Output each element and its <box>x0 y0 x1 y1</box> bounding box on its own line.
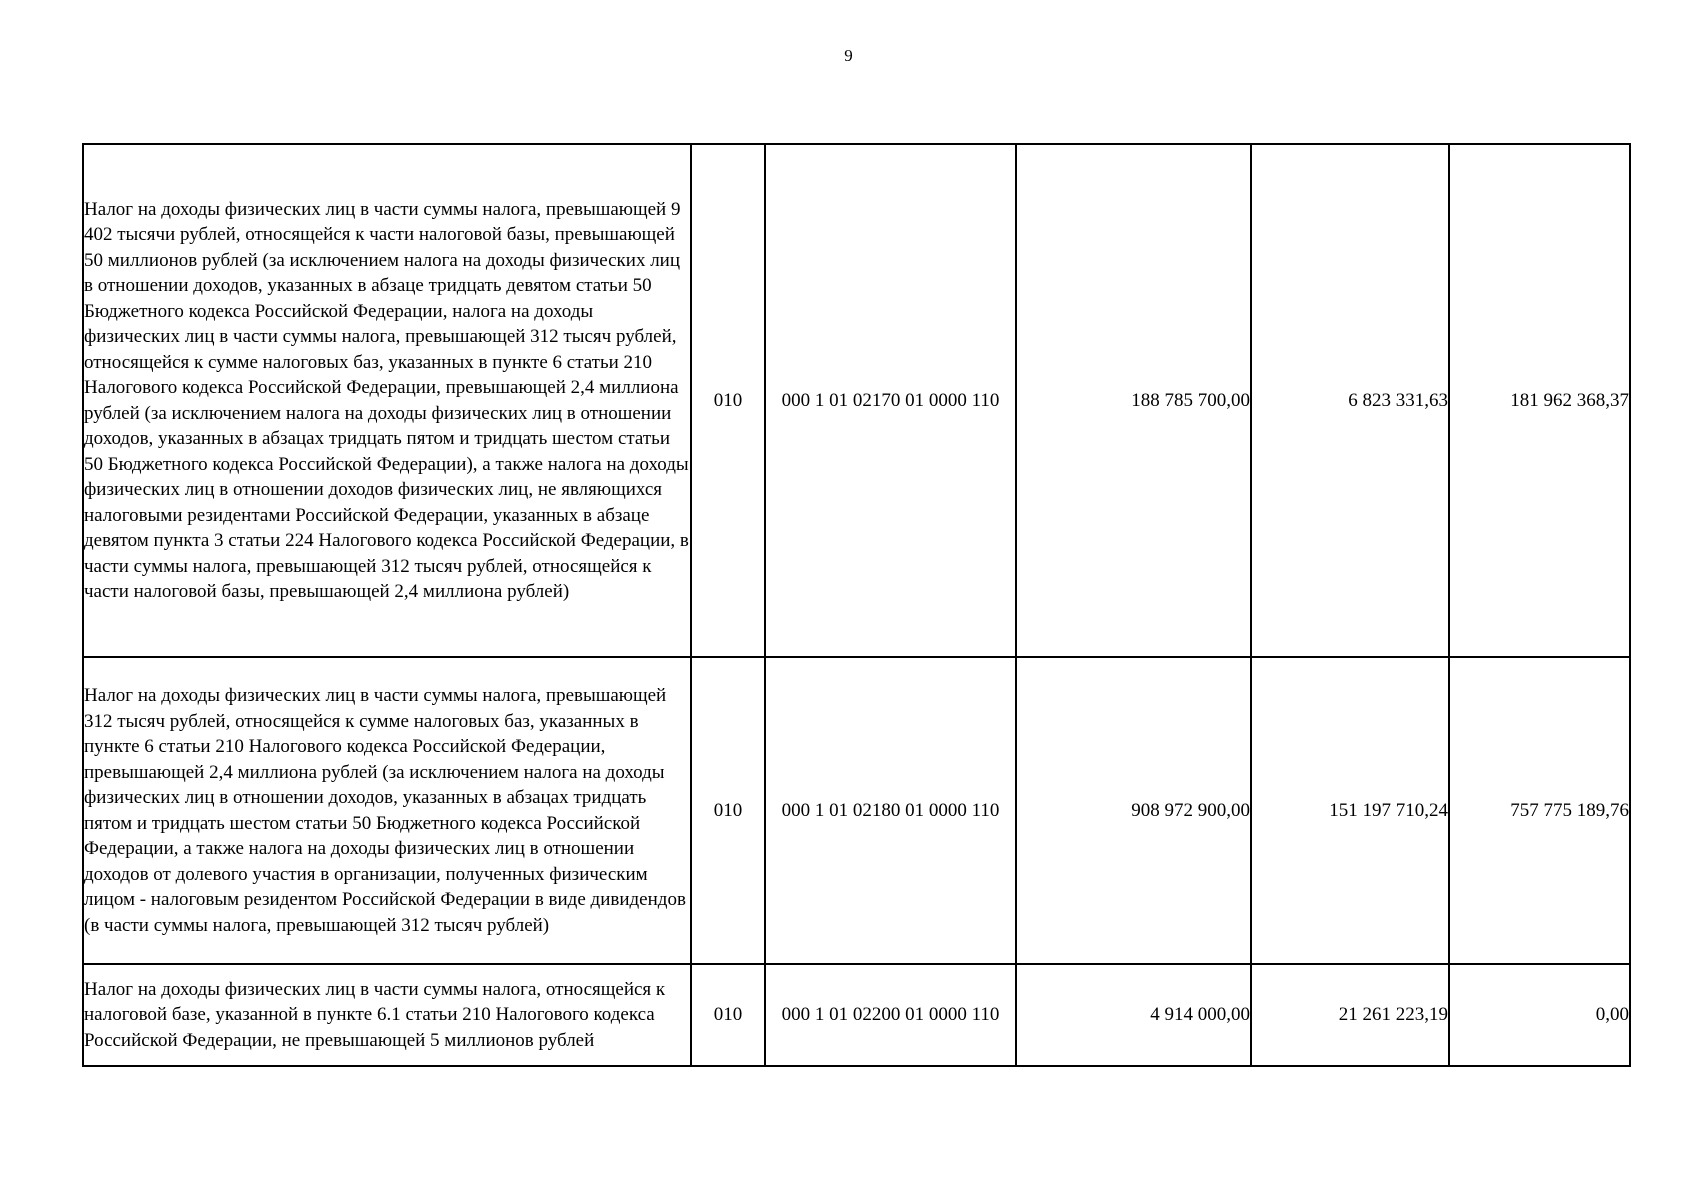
revenue-name-cell: Налог на доходы физических лиц в части суммы налога, относящейся к налоговой базе, указанной в пункте 6.1 статьи 210 Налогового кодекса Российской Федерации, не превышающей 5 миллионов рублей <box>83 964 691 1066</box>
line-code-cell: 010 <box>691 657 765 964</box>
page-number: 9 <box>844 46 853 65</box>
executed-amount-cell: 6 823 331,63 <box>1251 144 1449 657</box>
revenue-name-cell: Налог на доходы физических лиц в части суммы налога, превышающей 9 402 тысячи рублей, относящейся к части налоговой базы, превышающей 50 миллионов рублей (за исключением налога на доходы физических лиц в отношении доходов, указанных в абзаце тридцать девятом статьи 50 Бюджетного кодекса Российской Федерации, налога на доходы физических лиц в части суммы налога, превышающей 312 тысяч рублей, относящейся к сумме налоговых баз, указанных в пункте 6 статьи 210 Налогового кодекса Российской Федерации, превышающей 2,4 миллиона рублей (за исключением налога на доходы физических лиц в отношении доходов, указанных в абзацах тридцать пятом и тридцать шестом статьи 50 Бюджетного кодекса Российской Федерации), а также налога на доходы физических лиц в отношении доходов физических лиц, не являющихся налоговыми резидентами Российской Федерации, указанных в абзаце девятом пункта 3 статьи 224 Налогового кодекса Российской Федерации, в части суммы налога, превышающей 312 тысяч рублей, относящейся к части налоговой базы, превышающей 2,4 миллиона рублей) <box>83 144 691 657</box>
budget-code-cell: 000 1 01 02180 01 0000 110 <box>765 657 1016 964</box>
income-table <box>82 143 1631 1067</box>
table-row <box>83 144 1630 657</box>
unexecuted-amount-cell: 181 962 368,37 <box>1449 144 1630 657</box>
line-code-cell: 010 <box>691 144 765 657</box>
executed-amount-cell: 21 261 223,19 <box>1251 964 1449 1066</box>
line-code-cell: 010 <box>691 964 765 1066</box>
budget-code-cell: 000 1 01 02170 01 0000 110 <box>765 144 1016 657</box>
budget-code-cell: 000 1 01 02200 01 0000 110 <box>765 964 1016 1066</box>
unexecuted-amount-cell: 757 775 189,76 <box>1449 657 1630 964</box>
approved-amount-cell: 908 972 900,00 <box>1016 657 1251 964</box>
approved-amount-cell: 188 785 700,00 <box>1016 144 1251 657</box>
table-row <box>83 964 1630 1066</box>
approved-amount-cell: 4 914 000,00 <box>1016 964 1251 1066</box>
executed-amount-cell: 151 197 710,24 <box>1251 657 1449 964</box>
revenue-name-cell: Налог на доходы физических лиц в части суммы налога, превышающей 312 тысяч рублей, относящейся к сумме налоговых баз, указанных в пункте 6 статьи 210 Налогового кодекса Российской Федерации, превышающей 2,4 миллиона рублей (за исключением налога на доходы физических лиц в отношении доходов, указанных в абзацах тридцать пятом и тридцать шестом статьи 50 Бюджетного кодекса Российской Федерации, а также налога на доходы физических лиц в отношении доходов от долевого участия в организации, полученных физическим лицом - налоговым резидентом Российской Федерации в виде дивидендов (в части суммы налога, превышающей 312 тысяч рублей) <box>83 657 691 964</box>
table-row <box>83 657 1630 964</box>
unexecuted-amount-cell: 0,00 <box>1449 964 1630 1066</box>
